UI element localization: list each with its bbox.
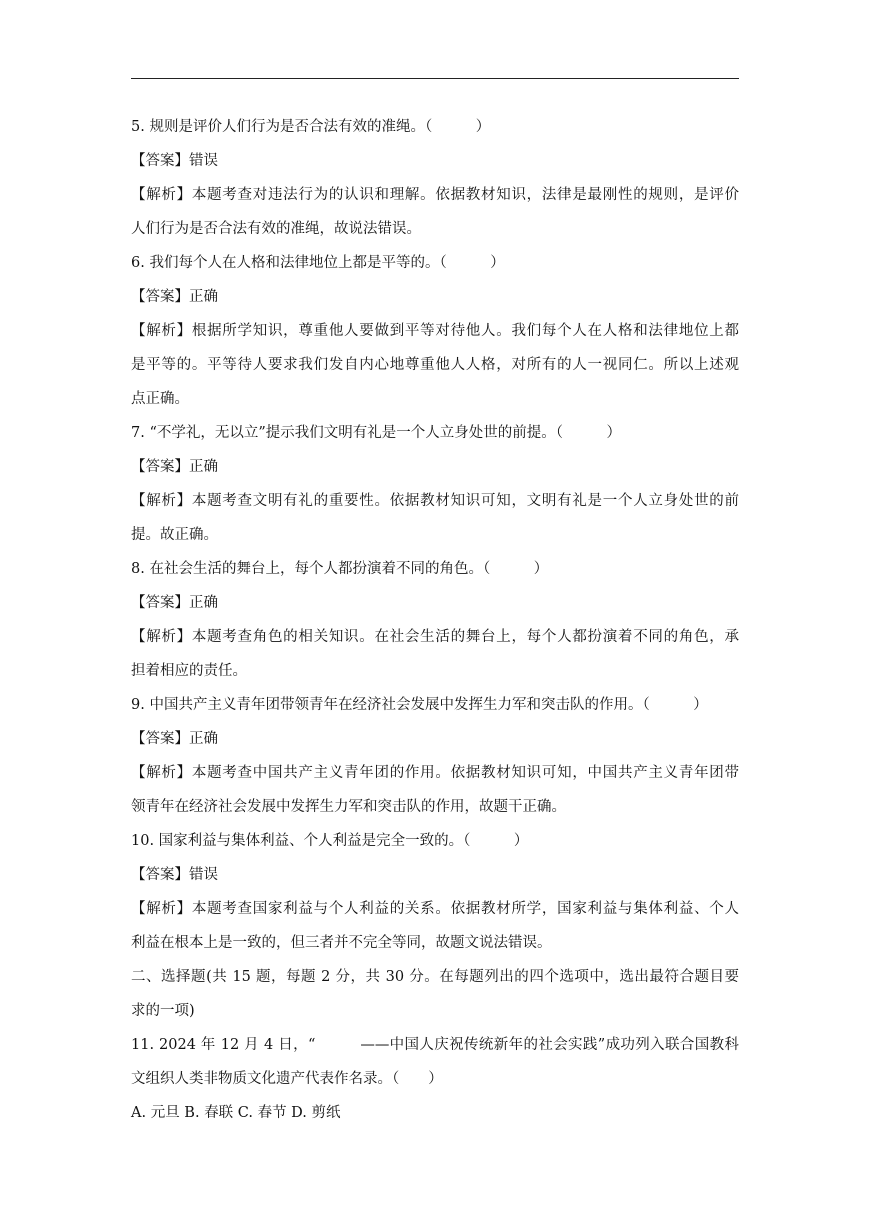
section-heading bbox=[131, 960, 739, 1028]
analysis-line: 点正确。 bbox=[131, 391, 189, 407]
section-heading-line: 二、选择题(共 15 题，每题 2 分，共 30 分。在每题列出的四个选项中，选出最符合题目要 bbox=[131, 969, 739, 985]
analysis-text: 本题考查文明有礼的重要性。依据教材知识可知，文明有礼是一个人立身处世的前 bbox=[191, 493, 739, 509]
analysis-text: 本题考查对违法行为的认识和理解。依据教材知识，法律是最刚性的规则，是评价 bbox=[191, 187, 739, 203]
answer-label: 【答案】 bbox=[131, 595, 189, 611]
analysis-line bbox=[131, 314, 739, 348]
answer-label: 【答案】 bbox=[131, 459, 189, 475]
analysis-label: 【解析】 bbox=[131, 323, 192, 339]
question-11 bbox=[131, 1028, 739, 1130]
analysis-text: 本题考查中国共产主义青年团的作用。依据教材知识可知，中国共产主义青年团带 bbox=[191, 765, 739, 781]
analysis-label: 【解析】 bbox=[131, 187, 192, 203]
analysis-label: 【解析】 bbox=[131, 629, 192, 645]
analysis-line bbox=[131, 178, 739, 212]
answer-value: 正确 bbox=[189, 595, 218, 611]
question-stem: 7. “不学礼，无以立”提示我们文明有礼是一个人立身处世的前提。（ ） bbox=[131, 425, 622, 441]
section-heading-line: 求的一项) bbox=[131, 1003, 195, 1019]
answer-value: 错误 bbox=[189, 153, 218, 169]
answer-value: 错误 bbox=[189, 867, 218, 883]
question-8 bbox=[131, 552, 739, 688]
answer-label: 【答案】 bbox=[131, 867, 189, 883]
question-6 bbox=[131, 246, 739, 416]
answer-line bbox=[131, 280, 739, 314]
analysis-label: 【解析】 bbox=[131, 901, 192, 917]
analysis-line: 人们行为是否合法有效的准绳，故说法错误。 bbox=[131, 221, 421, 237]
analysis-label: 【解析】 bbox=[131, 765, 192, 781]
question-stem: 6. 我们每个人在人格和法律地位上都是平等的。（ ） bbox=[131, 255, 505, 271]
analysis-line bbox=[131, 892, 739, 926]
answer-label: 【答案】 bbox=[131, 289, 189, 305]
question-stem: 8. 在社会生活的舞台上，每个人都扮演着不同的角色。（ ） bbox=[131, 561, 549, 577]
analysis-line: 利益在根本上是一致的，但三者并不完全等同，故题文说法错误。 bbox=[131, 935, 552, 951]
answer-value: 正确 bbox=[189, 289, 218, 305]
analysis-line: 领青年在经济社会发展中发挥生力军和突击队的作用，故题干正确。 bbox=[131, 799, 566, 815]
question-9 bbox=[131, 688, 739, 824]
analysis-line: 提。故正确。 bbox=[131, 527, 218, 543]
question-10 bbox=[131, 824, 739, 960]
analysis-text: 根据所学知识，尊重他人要做到平等对待他人。我们每个人在人格和法律地位上都 bbox=[191, 323, 739, 339]
answer-label: 【答案】 bbox=[131, 731, 189, 747]
analysis-line: 是平等的。平等待人要求我们发自内心地尊重他人人格，对所有的人一视同仁。所以上述观 bbox=[131, 357, 739, 373]
analysis-text: 本题考查角色的相关知识。在社会生活的舞台上，每个人都扮演着不同的角色，承 bbox=[191, 629, 739, 645]
answer-value: 正确 bbox=[189, 459, 218, 475]
analysis-text: 本题考查国家利益与个人利益的关系。依据教材所学，国家利益与集体利益、个人 bbox=[191, 901, 739, 917]
document-body bbox=[131, 110, 739, 1130]
question-stem: 9. 中国共产主义青年团带领青年在经济社会发展中发挥生力军和突击队的作用。（ ） bbox=[131, 697, 708, 713]
analysis-label: 【解析】 bbox=[131, 493, 192, 509]
question-stem: 10. 国家利益与集体利益、个人利益是完全一致的。（ ） bbox=[131, 833, 529, 849]
answer-line bbox=[131, 586, 739, 620]
question-stem: 11. 2024 年 12 月 4 日，“ ——中国人庆祝传统新年的社会实践”成功列入联合国教科 bbox=[131, 1037, 739, 1053]
answer-value: 正确 bbox=[189, 731, 218, 747]
analysis-line bbox=[131, 620, 739, 654]
analysis-line bbox=[131, 756, 739, 790]
answer-line bbox=[131, 144, 739, 178]
question-stem: 文组织人类非物质文化遗产代表作名录。（ ） bbox=[131, 1071, 443, 1087]
header-rule bbox=[131, 78, 739, 79]
question-options: A. 元旦 B. 春联 C. 春节 D. 剪纸 bbox=[131, 1105, 341, 1121]
answer-label: 【答案】 bbox=[131, 153, 189, 169]
answer-line bbox=[131, 722, 739, 756]
answer-line bbox=[131, 450, 739, 484]
analysis-line bbox=[131, 484, 739, 518]
answer-line bbox=[131, 858, 739, 892]
analysis-line: 担着相应的责任。 bbox=[131, 663, 247, 679]
question-5 bbox=[131, 110, 739, 246]
question-7 bbox=[131, 416, 739, 552]
question-stem: 5. 规则是评价人们行为是否合法有效的准绳。（ ） bbox=[131, 119, 491, 135]
